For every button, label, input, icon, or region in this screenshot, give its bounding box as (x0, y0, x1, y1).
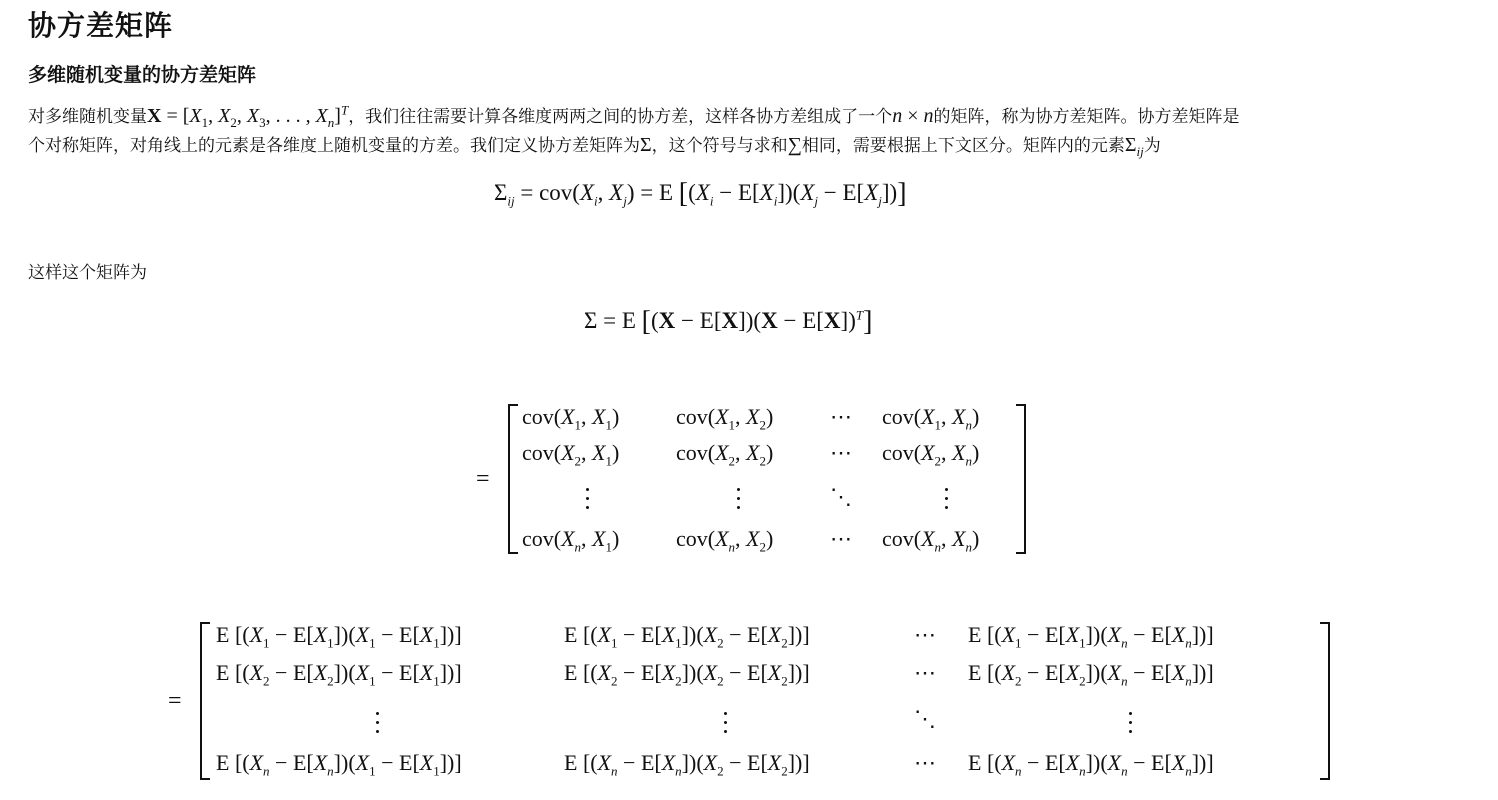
matrix-cell-cdots: ⋯ (914, 622, 939, 647)
matrix-cell-vdots (737, 488, 741, 515)
matrix-cell: E $[(X_2 - E[X_2])(X_1 - E[X_1])]$ (216, 660, 462, 689)
matrix-cell-cdots: ⋯ (914, 660, 939, 685)
matrix-cell: E $[(X_1 - E[X_1])(X_1 - E[X_1])]$ (216, 622, 462, 651)
matrix-cell-cdots: ⋯ (830, 404, 855, 429)
equals-sign: = (476, 466, 490, 492)
matrix-cell: $cov(X_1$, $X_2$) (676, 404, 774, 433)
matrix-cell: E $[(X_2 - E[X_2])(X_2 - E[X_2])]$ (564, 660, 810, 689)
math-inline-sigma: Σ (640, 134, 652, 156)
matrix-cell-vdots (1129, 712, 1133, 739)
matrix-cell: $cov(X_n$, $X_1$) (522, 526, 620, 555)
matrix-cell-ddots: ⋱ (830, 484, 852, 509)
math-inline-sum: ∑ (787, 134, 802, 156)
section-heading: 多维随机变量的协方差矩阵 (28, 65, 257, 86)
matrix-cell: E $[(X_n - E[X_n])(X_1 - E[X_1])]$ (216, 750, 462, 779)
text-segment: 的矩阵，称为协方差矩阵。协方差矩阵是 (933, 107, 1240, 126)
matrix-cell-cdots: ⋯ (830, 440, 855, 465)
math-inline-x-vector: $X = [X_1$, $X_2$, $X_3$, . . . , $X_n]^T$ (147, 102, 349, 130)
text-segment: 为 (1143, 136, 1161, 155)
equals-sign: = (168, 688, 182, 714)
matrix-cell: $cov(X_2$, $X_1$) (522, 440, 620, 469)
text-segment: 相同，需要根据上下文区分。矩阵内的元素 (801, 136, 1125, 155)
matrix-cell: $cov(X_1$, $X_n$) (882, 404, 980, 433)
matrix-cell-vdots (376, 712, 380, 739)
text-segment: ，我们往往需要计算各维度两两之间的协方差，这样各协方差组成了一个 (348, 107, 893, 126)
paragraph-2: 这样这个矩阵为 (28, 263, 147, 282)
matrix-cell-vdots (945, 488, 949, 515)
left-bracket (508, 404, 518, 554)
matrix-cell: E $[(X_n - E[X_n])(X_n - E[X_n])]$ (968, 750, 1214, 779)
matrix-cell: $cov(X_n$, $X_2$) (676, 526, 774, 555)
right-bracket (1320, 622, 1330, 780)
matrix-cell-vdots (586, 488, 590, 515)
matrix-cell: E $[(X_1 - E[X_1])(X_n - E[X_n])]$ (968, 622, 1214, 651)
matrix-cell-vdots (724, 712, 728, 739)
intro-paragraph (28, 102, 1468, 160)
text-segment: ，这个符号与求和 (651, 136, 788, 155)
right-bracket (1016, 404, 1026, 554)
left-bracket (200, 622, 210, 780)
equation-sigma-expectation: Σ = E $[(X - E[X])(X - E[X])^T]$ (584, 306, 873, 337)
matrix-cell-ddots: ⋱ (914, 706, 936, 731)
page-title: 协方差矩阵 (28, 10, 174, 41)
matrix-cell: $cov(X_2$, $X_2$) (676, 440, 774, 469)
math-inline-n-by-n: n × n (892, 105, 934, 127)
matrix-cell: $cov(X_2$, $X_n$) (882, 440, 980, 469)
matrix-cell: E $[(X_2 - E[X_2])(X_n - E[X_n])]$ (968, 660, 1214, 689)
equation-sigma-ij: $\Sigma_{ij} = cov(X_i$, $X_j) = E$ $[(X_i - E[X_i])(X_j - E[X_j])]$ (494, 178, 907, 209)
matrix-cell: E $[(X_1 - E[X_1])(X_2 - E[X_2])]$ (564, 622, 810, 651)
text-segment: 个对称矩阵，对角线上的元素是各维度上随机变量的方差。我们定义协方差矩阵为 (28, 136, 640, 155)
matrix-cell: $cov(X_1$, $X_1$) (522, 404, 620, 433)
matrix-cell: E $[(X_n - E[X_n])(X_2 - E[X_2])]$ (564, 750, 810, 779)
matrix-cell-cdots: ⋯ (914, 750, 939, 775)
text-segment: 对多维随机变量 (28, 107, 147, 126)
matrix-cell: $cov(X_n$, $X_n$) (882, 526, 980, 555)
matrix-cell-cdots: ⋯ (830, 526, 855, 551)
math-inline-sigma-ij: $\Sigma_{ij}$ (1124, 134, 1144, 159)
